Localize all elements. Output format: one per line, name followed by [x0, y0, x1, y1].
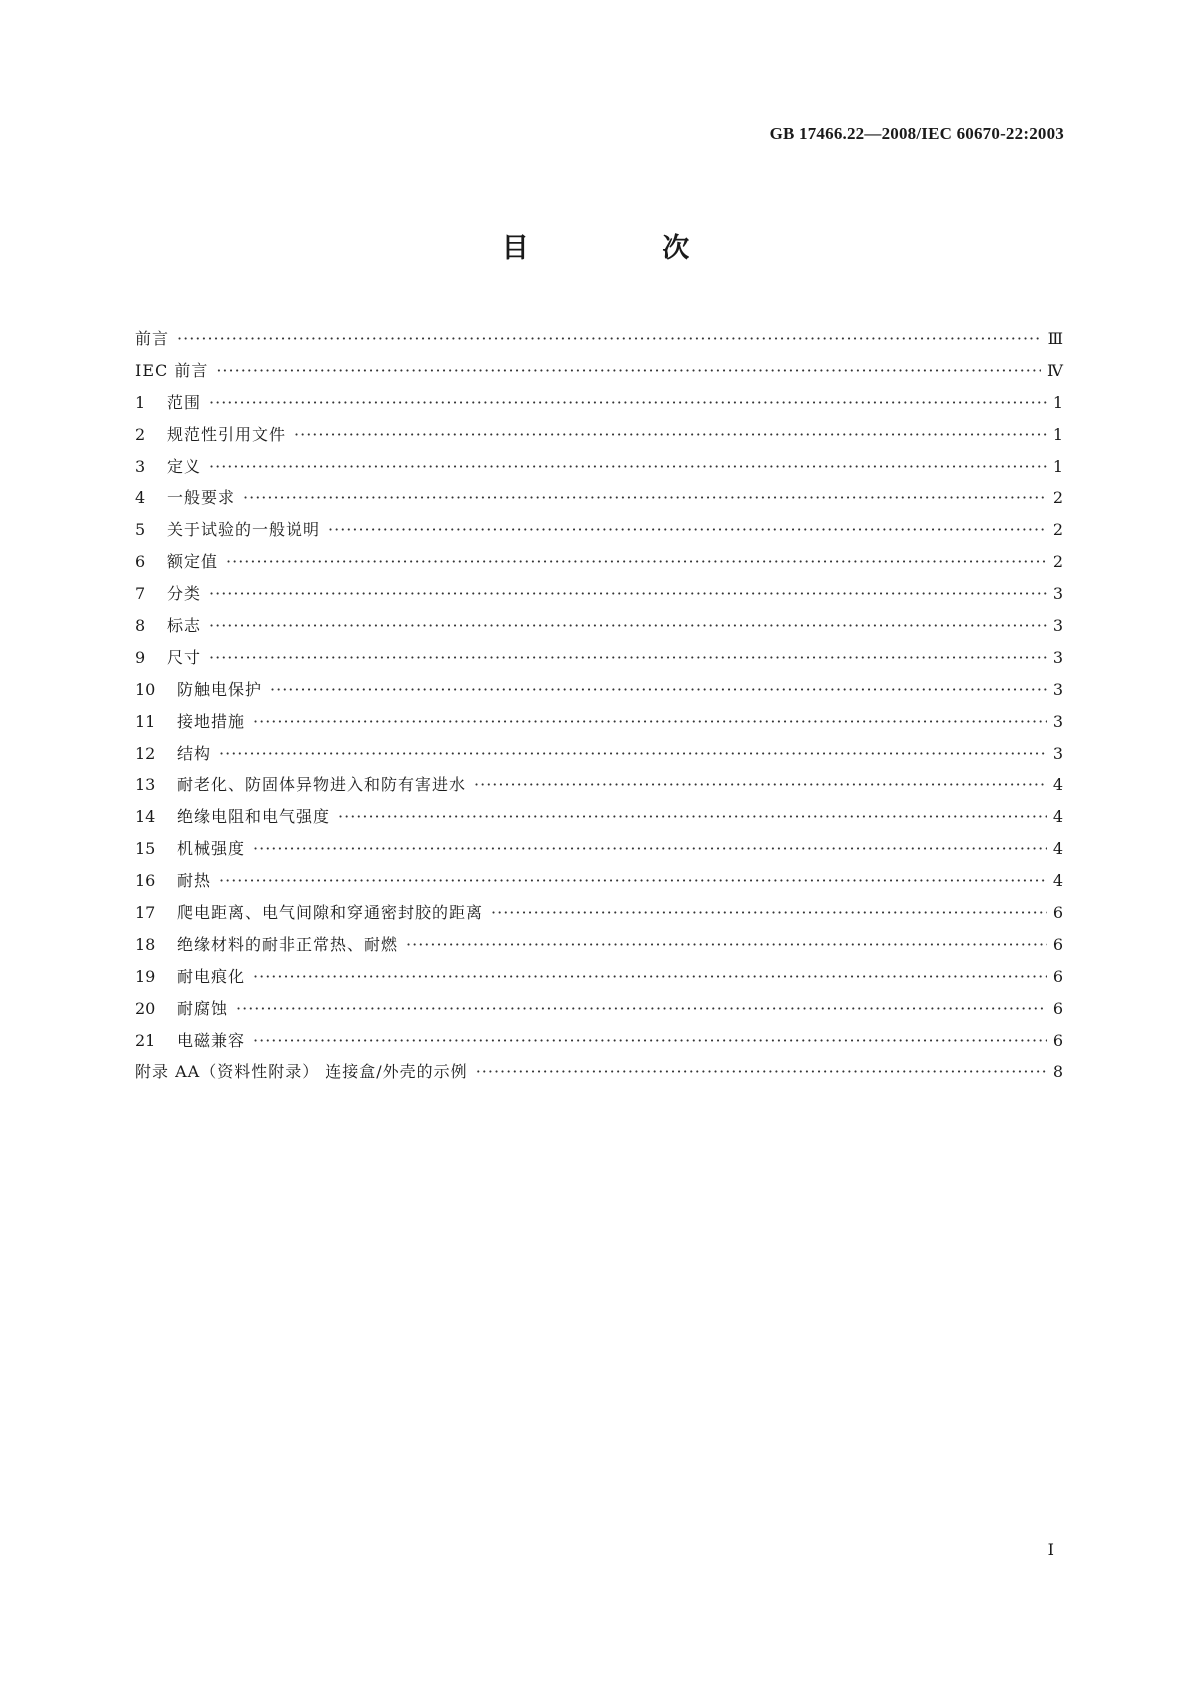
- toc-entry[interactable]: [135, 741, 1063, 773]
- toc-leader-dots: [177, 329, 1042, 348]
- toc-entry-label: 接地措施: [177, 711, 246, 731]
- toc-entry-number: 13: [135, 775, 156, 795]
- toc-entry[interactable]: [135, 932, 1063, 964]
- toc-entry-page: 6: [1052, 934, 1063, 954]
- toc-leader-dots: [253, 712, 1047, 731]
- toc-leader-dots: [338, 807, 1047, 826]
- toc-entry-page: 8: [1052, 1062, 1063, 1082]
- toc-entry-number: 1: [135, 392, 146, 412]
- toc-leader-dots: [209, 648, 1047, 667]
- toc-entry-label: 分类: [167, 584, 202, 604]
- toc-leader-dots: [226, 552, 1047, 571]
- toc-entry-label: 规范性引用文件: [167, 424, 287, 444]
- toc-entry-label: 耐热: [177, 871, 212, 891]
- toc-entry-page: 2: [1052, 520, 1063, 540]
- toc-entry[interactable]: [135, 549, 1063, 581]
- toc-entry[interactable]: [135, 326, 1063, 358]
- toc-entry-page: 1: [1052, 392, 1063, 412]
- toc-entry-number: 19: [135, 966, 156, 986]
- toc-entry-number: 20: [135, 998, 156, 1018]
- toc-entry-page: 3: [1052, 616, 1063, 636]
- toc-entry[interactable]: [135, 677, 1063, 709]
- toc-entry-label: 范围: [167, 392, 202, 412]
- toc-leader-dots: [270, 680, 1047, 699]
- toc-entry[interactable]: [135, 390, 1063, 422]
- toc-entry[interactable]: [135, 772, 1063, 804]
- toc-leader-dots: [328, 520, 1047, 539]
- toc-leader-dots: [253, 967, 1047, 986]
- toc-entry-label: 结构: [177, 743, 212, 763]
- toc-entry-number: 8: [135, 616, 146, 636]
- toc-entry-page: 3: [1052, 743, 1063, 763]
- toc-entry-number: 11: [135, 711, 156, 731]
- toc-title: 目 次: [501, 233, 752, 264]
- toc-entry-label: 防触电保护: [177, 679, 263, 699]
- toc-entry-number: 17: [135, 903, 156, 923]
- toc-entry-number: 6: [135, 552, 146, 572]
- toc-entry-page: 3: [1052, 647, 1063, 667]
- toc-leader-dots: [253, 1031, 1047, 1050]
- toc-leader-dots: [209, 457, 1047, 476]
- toc-entry-label: 一般要求: [167, 488, 236, 508]
- toc-entry-number: 4: [135, 488, 146, 508]
- toc-entry-number: 16: [135, 871, 156, 891]
- toc-entry-page: 2: [1052, 552, 1063, 572]
- toc-entry-label: 机械强度: [177, 839, 246, 859]
- toc-entry[interactable]: [135, 996, 1063, 1028]
- toc-entry-number: 9: [135, 647, 146, 667]
- toc-entry-number: 14: [135, 807, 156, 827]
- toc-entry-number: 5: [135, 520, 146, 540]
- toc-entry-page: 4: [1052, 775, 1063, 795]
- toc-leader-dots: [216, 361, 1041, 380]
- toc-entry-page: 4: [1052, 871, 1063, 891]
- toc-entry[interactable]: [135, 485, 1063, 517]
- toc-entry[interactable]: [135, 900, 1063, 932]
- toc-leader-dots: [294, 425, 1047, 444]
- toc-entry-page: 6: [1052, 1030, 1063, 1050]
- toc-entry-page: 3: [1052, 584, 1063, 604]
- toc-leader-dots: [209, 584, 1047, 603]
- toc-entry-label: 额定值: [167, 552, 219, 572]
- toc-leader-dots: [476, 1062, 1047, 1081]
- toc-leader-dots: [219, 744, 1047, 763]
- toc-leader-dots: [474, 775, 1047, 794]
- toc-leader-dots: [219, 871, 1047, 890]
- toc-entry-page: 6: [1052, 966, 1063, 986]
- toc-entry-number: 21: [135, 1030, 156, 1050]
- toc-entry[interactable]: [135, 517, 1063, 549]
- toc-entry-page: Ⅳ: [1047, 360, 1063, 380]
- toc-entry[interactable]: [135, 645, 1063, 677]
- toc-entry-page: 3: [1052, 711, 1063, 731]
- toc-entry-number: 3: [135, 456, 146, 476]
- toc-entry-number: 15: [135, 839, 156, 859]
- toc-entry-label: 绝缘电阻和电气强度: [177, 807, 331, 827]
- toc-entry-page: 6: [1052, 998, 1063, 1018]
- toc-list: [135, 326, 1063, 1091]
- toc-entry[interactable]: [135, 1059, 1063, 1091]
- toc-entry-label: 关于试验的一般说明: [167, 520, 321, 540]
- toc-entry[interactable]: [135, 581, 1063, 613]
- page-number: I: [1047, 1540, 1054, 1559]
- toc-entry-page: Ⅲ: [1047, 329, 1063, 348]
- toc-leader-dots: [209, 616, 1047, 635]
- toc-entry-number: 18: [135, 934, 156, 954]
- toc-leader-dots: [209, 393, 1047, 412]
- toc-entry-label: 绝缘材料的耐非正常热、耐燃: [177, 934, 399, 954]
- toc-entry-label: 爬电距离、电气间隙和穿通密封胶的距离: [177, 903, 484, 923]
- toc-entry-number: 10: [135, 679, 156, 699]
- toc-entry[interactable]: [135, 964, 1063, 996]
- toc-entry-number: 12: [135, 743, 156, 763]
- toc-entry[interactable]: [135, 709, 1063, 741]
- toc-entry-number: 2: [135, 424, 146, 444]
- toc-leader-dots: [253, 839, 1047, 858]
- toc-entry[interactable]: [135, 836, 1063, 868]
- toc-entry-page: 1: [1052, 456, 1063, 476]
- toc-entry[interactable]: [135, 613, 1063, 645]
- toc-entry-page: 4: [1052, 807, 1063, 827]
- toc-entry[interactable]: [135, 358, 1063, 390]
- toc-entry-label: 尺寸: [167, 647, 202, 667]
- toc-entry-page: 3: [1052, 679, 1063, 699]
- toc-entry-label: 耐电痕化: [177, 966, 246, 986]
- toc-entry-page: 6: [1052, 903, 1063, 923]
- toc-leader-dots: [236, 999, 1047, 1018]
- toc-entry-label: 前言: [135, 329, 170, 348]
- toc-entry-number: 7: [135, 584, 146, 604]
- toc-leader-dots: [243, 488, 1047, 507]
- toc-entry[interactable]: [135, 454, 1063, 486]
- toc-entry[interactable]: [135, 868, 1063, 900]
- toc-entry-label: 耐老化、防固体异物进入和防有害进水: [177, 775, 467, 795]
- toc-entry-label: 电磁兼容: [177, 1030, 246, 1050]
- toc-entry-label: IEC 前言: [135, 360, 209, 380]
- toc-leader-dots: [406, 935, 1047, 954]
- toc-entry[interactable]: [135, 804, 1063, 836]
- toc-entry-label: 定义: [167, 456, 202, 476]
- toc-entry[interactable]: [135, 422, 1063, 454]
- toc-entry-page: 2: [1052, 488, 1063, 508]
- toc-entry-label: 耐腐蚀: [177, 998, 229, 1018]
- toc-entry-label: 附录 AA（资料性附录） 连接盒/外壳的示例: [135, 1062, 468, 1082]
- toc-leader-dots: [491, 903, 1047, 922]
- toc-entry-label: 标志: [167, 616, 202, 636]
- toc-entry[interactable]: [135, 1028, 1063, 1060]
- standard-code: GB 17466.22—2008/IEC 60670-22:2003: [769, 124, 1064, 143]
- toc-entry-page: 4: [1052, 839, 1063, 859]
- toc-entry-page: 1: [1052, 424, 1063, 444]
